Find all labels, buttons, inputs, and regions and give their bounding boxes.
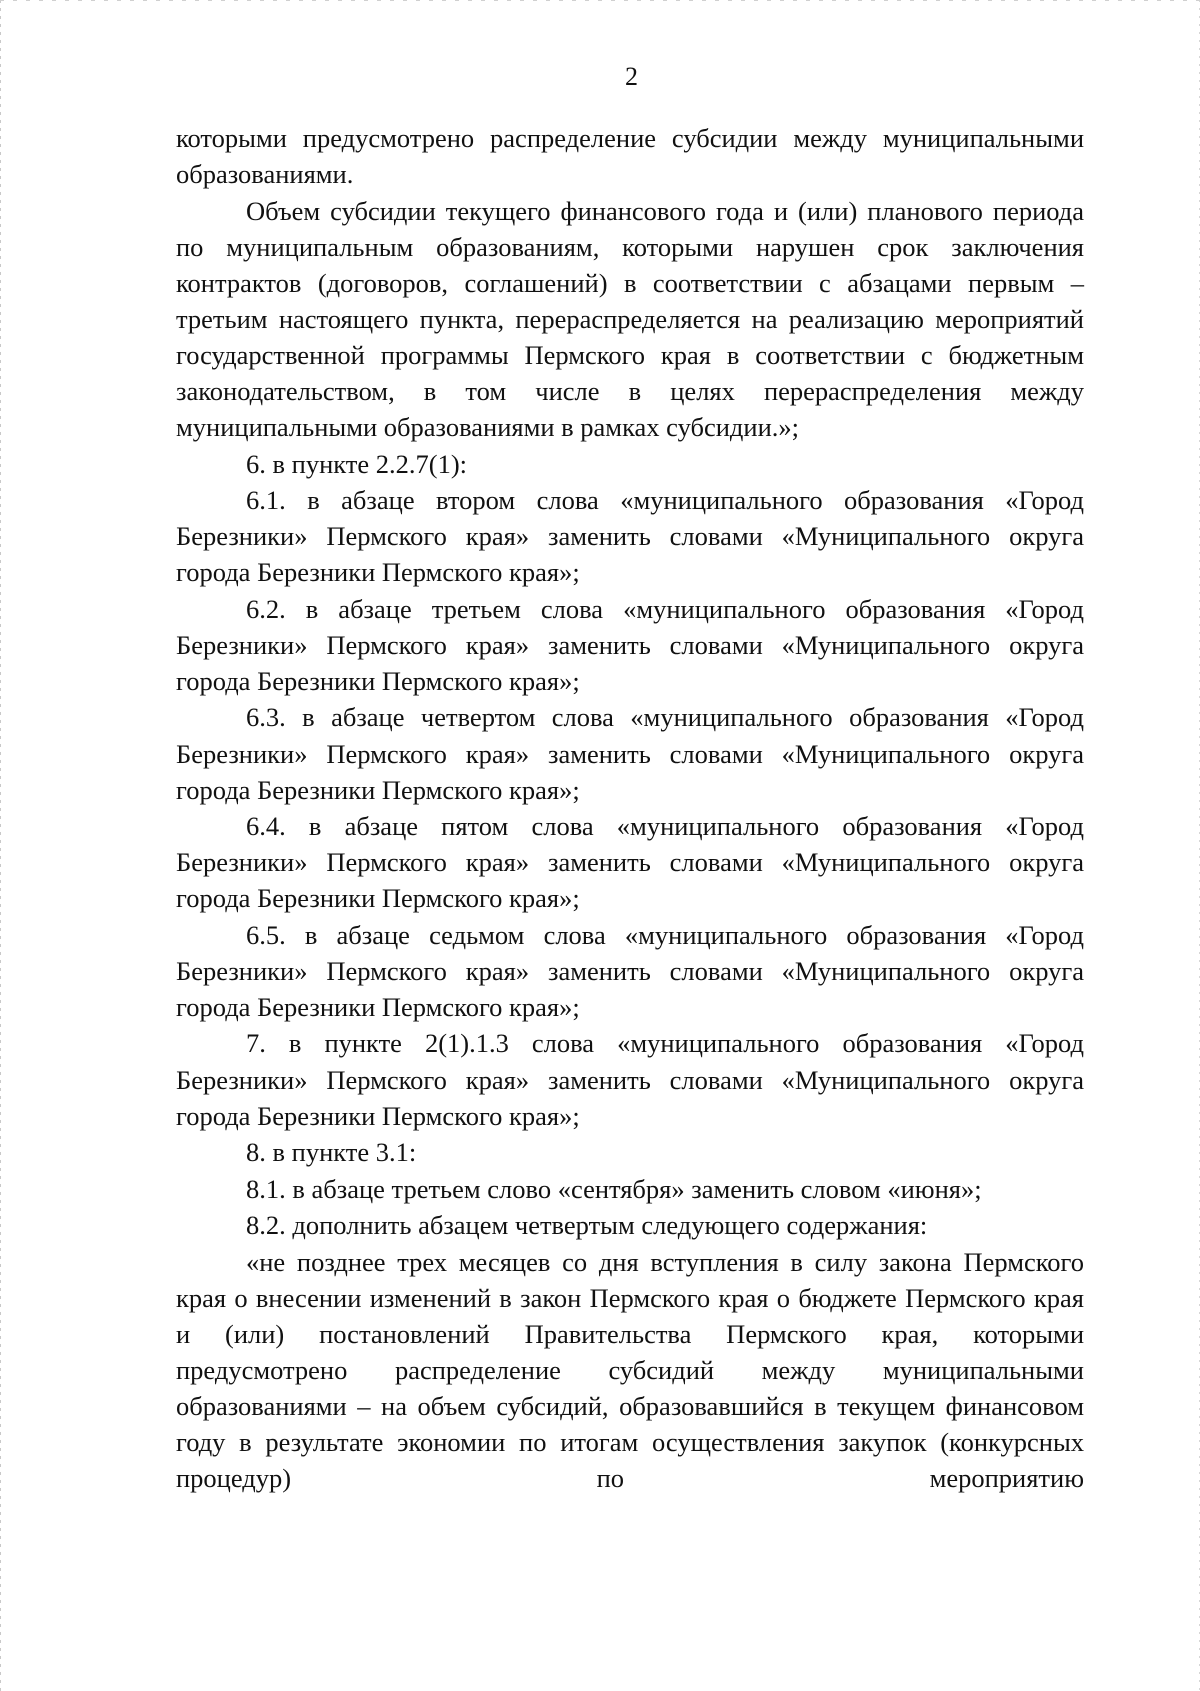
paragraph: 6.3. в абзаце четвертом слова «муниципального образования «Город Березники» Пермского края» заменить словами «Муниципального округа города Березники Пермского края»; bbox=[176, 702, 1084, 805]
paragraph: 6.1. в абзаце втором слова «муниципального образования «Город Березники» Пермского края» заменить словами «Муниципального округа города Березники Пермского края»; bbox=[176, 485, 1084, 588]
paragraph: 8.2. дополнить абзацем четвертым следующего содержания: bbox=[246, 1210, 928, 1241]
page-number: 2 bbox=[625, 62, 638, 91]
paragraph: 8. в пункте 3.1: bbox=[246, 1137, 417, 1168]
paragraph: которыми предусмотрено распределение субсидии между муниципальными образованиями. bbox=[176, 123, 1084, 190]
paragraph: 8.1. в абзаце третьем слово «сентября» заменить словом «июня»; bbox=[246, 1173, 982, 1204]
paragraph: 6.2. в абзаце третьем слова «муниципального образования «Город Березники» Пермского края» заменить словами «Муниципального округа города Березники Пермского края»; bbox=[176, 593, 1084, 696]
paragraph: 7. в пункте 2(1).1.3 слова «муниципального образования «Город Березники» Пермского края» заменить словами «Муниципального округа города Березники Пермского края»; bbox=[176, 1028, 1084, 1131]
paragraph: 6. в пункте 2.2.7(1): bbox=[246, 448, 468, 479]
paragraph: «не позднее трех месяцев со дня вступления в силу закона Пермского края о внесении изменений в закон Пермского края о бюджете Пермского края и (или) постановлений Правительства Пермского края, которыми предусмотрено распределение субсидий между муниципальными образованиями – на объем субсидий, образовавшийся в текущем финансовом году в результате экономии по итогам осуществления закупок (конкурсных процедур) по мероприятию bbox=[176, 1246, 1084, 1494]
paragraph: 6.5. в абзаце седьмом слова «муниципального образования «Город Березники» Пермского края» заменить словами «Муниципального округа города Березники Пермского края»; bbox=[176, 919, 1084, 1022]
paragraph: 6.4. в абзаце пятом слова «муниципального образования «Город Березники» Пермского края» заменить словами «Муниципального округа города Березники Пермского края»; bbox=[176, 811, 1084, 914]
document-body bbox=[176, 120, 1084, 1496]
paragraph: Объем субсидии текущего финансового года и (или) планового периода по муниципальным образованиям, которыми нарушен срок заключения контрактов (договоров, соглашений) в соответствии с абзацами первым – третьим настоящего пункта, перераспределяется на реализацию мероприятий государственной программы Пермского края в соответствии с бюджетным законодательством, в том числе в целях перераспределения между муниципальными образованиями в рамках субсидии.»; bbox=[176, 195, 1084, 443]
